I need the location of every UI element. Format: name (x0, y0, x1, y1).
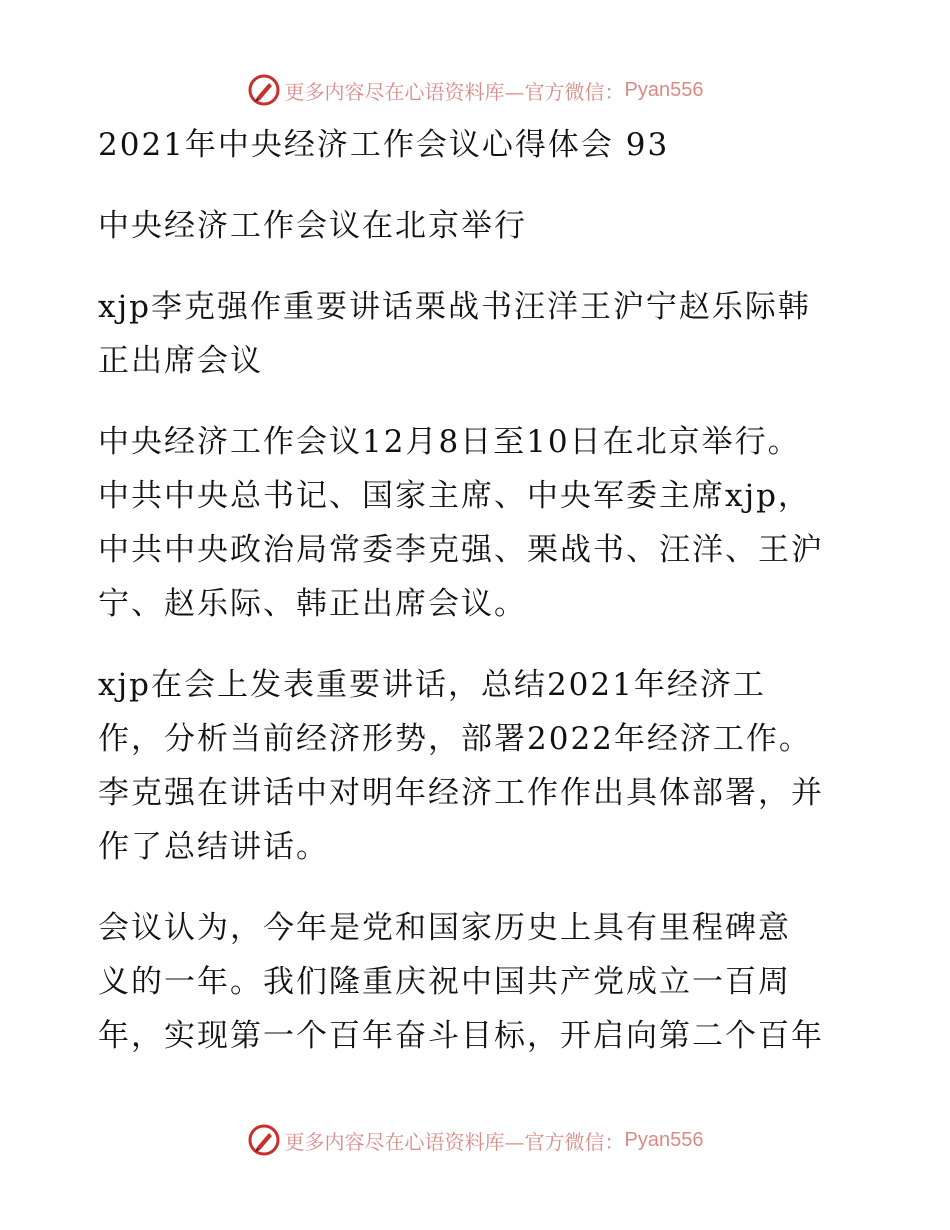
document-body (98, 118, 858, 1063)
paragraph-line: 中共中央政治局常委李克强、栗战书、汪洋、王沪 (98, 532, 824, 568)
document-title: 2021年中央经济工作会议心得体会 93 (98, 127, 670, 163)
paragraph-3 (98, 415, 858, 631)
paragraph-line: 中央经济工作会议在北京举行 (98, 208, 527, 244)
paragraph-line: 义的一年。我们隆重庆祝中国共产党成立一百周 (98, 964, 791, 1000)
paragraph-line: xjp李克强作重要讲话栗战书汪洋王沪宁赵乐际韩 (98, 289, 811, 325)
paragraph-1 (98, 199, 858, 253)
pen-logo-icon (247, 73, 281, 107)
paragraph-line: 李克强在讲话中对明年经济工作作出具体部署，并 (98, 775, 824, 811)
header-watermark (0, 70, 950, 110)
paragraph-5 (98, 901, 858, 1063)
paragraph-4 (98, 658, 858, 874)
footer-watermark (0, 1120, 950, 1160)
watermark-text: 更多内容尽在心语资料库—官方微信： (284, 1129, 625, 1154)
paragraph-line: 作了总结讲话。 (98, 829, 329, 865)
pen-logo-icon (247, 1123, 281, 1157)
paragraph-line: 中央经济工作会议12月8日至10日在北京举行。 (98, 424, 801, 460)
paragraph-line: 正出席会议 (98, 343, 263, 379)
watermark-text: 更多内容尽在心语资料库—官方微信： (284, 79, 625, 104)
paragraph-line: xjp在会上发表重要讲话，总结2021年经济工 (98, 667, 766, 703)
paragraph-line: 年，实现第一个百年奋斗目标，开启向第二个百年 (98, 1018, 824, 1054)
paragraph-line: 作，分析当前经济形势，部署2022年经济工作。 (98, 721, 812, 757)
paragraph-line: 宁、赵乐际、韩正出席会议。 (98, 586, 527, 622)
paragraph-2 (98, 280, 858, 388)
watermark-wechat-id: Pyan556 (624, 1128, 704, 1151)
watermark-wechat-id: Pyan556 (624, 78, 704, 101)
paragraph-line: 会议认为，今年是党和国家历史上具有里程碑意 (98, 910, 791, 946)
paragraph-line: 中共中央总书记、国家主席、中央军委主席xjp， (98, 478, 811, 514)
